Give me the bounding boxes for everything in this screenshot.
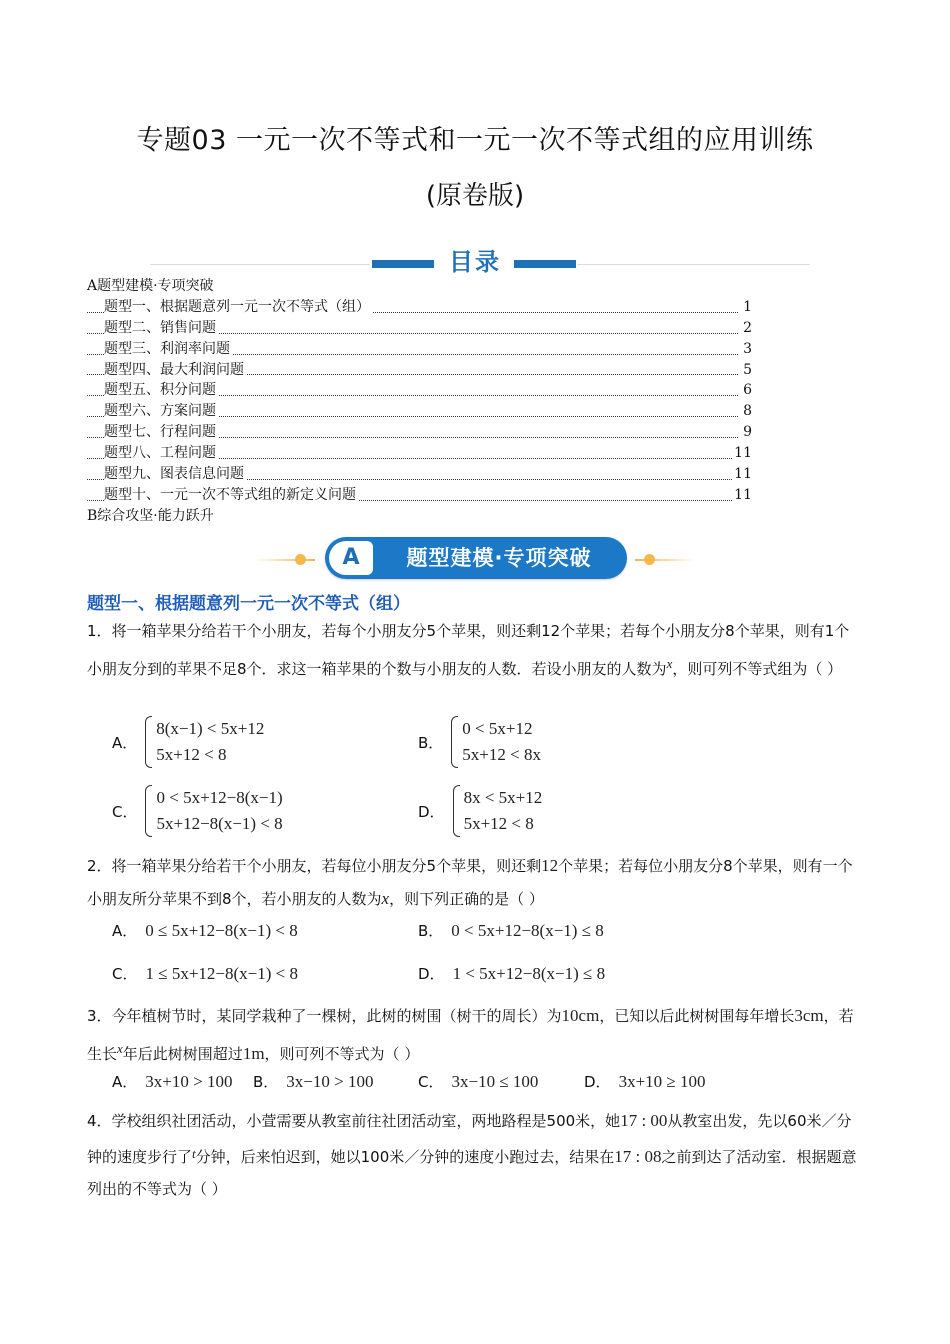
table-of-contents [87,276,752,527]
q3-option-a[interactable]: A． 3x+10 > 100 [112,1071,233,1091]
question-1: 1．将一箱苹果分给若干个小朋友，若每个小朋友分5个苹果，则还剩12个苹果；若每个小朋友分8个苹果，则有1个小朋友分到的苹果不足8个．求这一箱苹果的个数与小朋友的人数．若设小朋友的人数为x，则可列不等式组为（ ） [87,622,850,678]
toc-item[interactable]: 题型六、方案问题 8 [87,401,752,422]
q1-option-d[interactable]: D． 8x < 5x+12 5x+12 < 8 [418,785,542,837]
banner-dot-icon [295,554,306,565]
document-subtitle: (原卷版) [425,181,525,211]
toc-item[interactable]: 题型七、行程问题 9 [87,422,752,443]
q2-option-c[interactable]: C． 1 ≤ 5x+12−8(x−1) < 8 [112,963,298,983]
toc-item[interactable]: 题型九、图表信息问题 11 [87,464,752,485]
q3-option-b[interactable]: B． 3x−10 > 100 [253,1071,374,1091]
question-3: 3．今年植树节时，某同学栽种了一棵树，此树的树围（树干的周长）为10cm，已知以后此树树围每年增长3cm，若生长x年后此树树围超过1m，则可列不等式为（ ） [87,1006,854,1063]
q1-option-b[interactable]: B． 0 < 5x+12 5x+12 < 8x [418,716,541,768]
section-heading: 题型一、根据题意列一元一次不等式（组） [87,594,410,614]
toc-item[interactable]: 题型五、积分问题 6 [87,380,752,401]
question-4: 4．学校组织社团活动，小萱需要从教室前往社团活动室，两地路程是500米，她17 : 00从教室出发，先以60米／分钟的速度步行了t分钟，后来怕迟到，她以100米／分钟的速度小跑过去，结果在17 : 08之前到达了活动室．根据题意列出的不等式为（ ） [87,1111,857,1198]
q2-option-b[interactable]: B． 0 < 5x+12−8(x−1) ≤ 8 [418,920,604,940]
toc-item[interactable]: 题型三、利润率问题 3 [87,339,752,360]
toc-item[interactable]: 题型二、销售问题 2 [87,318,752,339]
section-banner [255,534,695,584]
q1-option-a[interactable]: A． 8(x−1) < 5x+12 5x+12 < 8 [112,716,264,768]
toc-item[interactable]: 题型十、一元一次不等式组的新定义问题 11 [87,485,752,506]
q3-option-d[interactable]: D． 3x+10 ≥ 100 [584,1071,706,1091]
banner-letter: A [329,541,373,575]
q3-option-c[interactable]: C． 3x−10 ≤ 100 [418,1071,539,1091]
document-title: 专题03 一元一次不等式和一元一次不等式组的应用训练 [136,125,814,156]
q1-option-c[interactable]: C． 0 < 5x+12−8(x−1) 5x+12−8(x−1) < 8 [112,785,283,837]
q2-option-a[interactable]: A． 0 ≤ 5x+12−8(x−1) < 8 [112,920,298,940]
toc-item[interactable]: 题型一、根据题意列一元一次不等式（组） 1 [87,297,752,318]
question-2: 2．将一箱苹果分给若干个小朋友，若每位小朋友分5个苹果，则还剩12个苹果；若每位小朋友分8个苹果，则有一个小朋友所分苹果不到8个，若小朋友的人数为x，则下列正确的是（ ） [87,856,853,908]
toc-heading: 目录 [449,248,501,276]
toc-item[interactable]: A题型建模·专项突破 [87,278,214,294]
q2-option-d[interactable]: D． 1 < 5x+12−8(x−1) ≤ 8 [418,963,606,983]
banner-text: 题型建模·专项突破 [406,546,592,570]
toc-item[interactable]: B综合攻坚·能力跃升 [87,507,214,524]
toc-item[interactable]: 题型八、工程问题 11 [87,443,752,464]
toc-item[interactable]: 题型四、最大利润问题 5 [87,360,752,381]
